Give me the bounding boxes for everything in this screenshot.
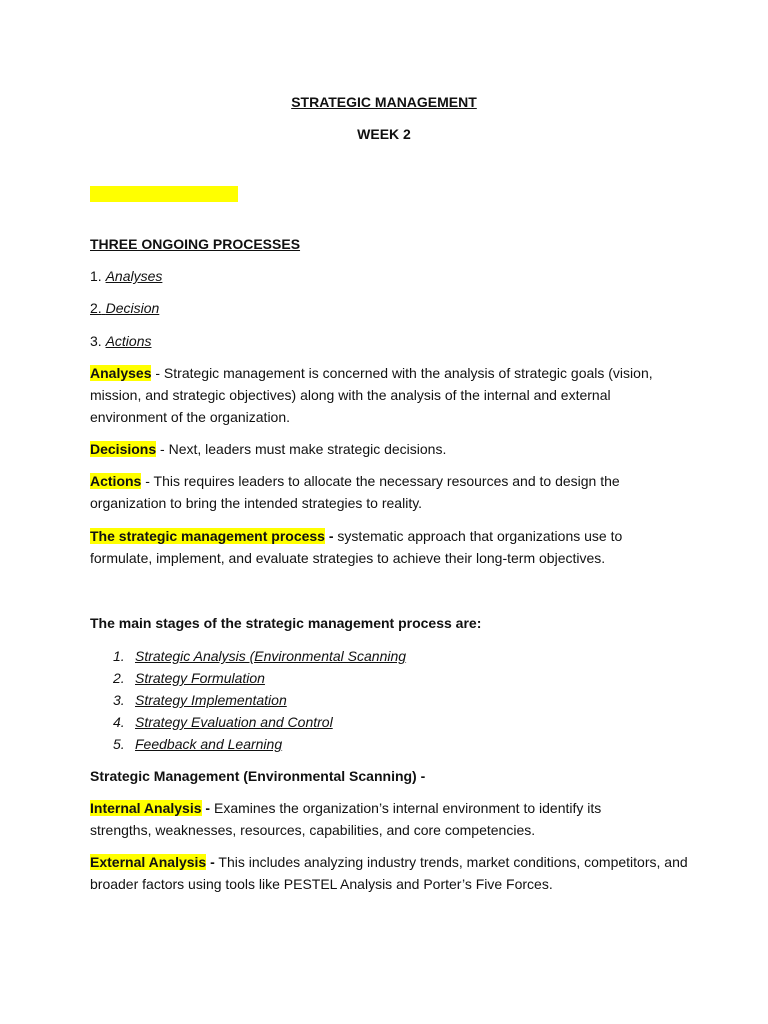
- definition-actions: [90, 470, 650, 514]
- list-item: [90, 645, 650, 667]
- process-item: [90, 265, 690, 287]
- environmental-scanning-heading: Strategic Management (Environmental Scanning) -: [90, 768, 426, 784]
- list-item: [90, 689, 650, 711]
- process-number: 3.: [90, 333, 102, 349]
- process-item: [90, 297, 690, 319]
- definition-internal-analysis: [90, 797, 650, 841]
- definition-text: Examines the organization’s internal environment to identify its strengths, weaknesses, resources, capabilities, and core competencies.: [90, 800, 602, 838]
- term-process: The strategic management process: [90, 528, 325, 544]
- week-label: WEEK 2: [357, 126, 411, 142]
- definition-text: - Next, leaders must make strategic decisions.: [156, 441, 447, 457]
- process-item: [90, 330, 690, 352]
- list-item: [90, 711, 650, 733]
- stages-list: [90, 645, 650, 755]
- stage-number: 5.: [113, 736, 125, 752]
- process-label: Analyses: [105, 268, 163, 284]
- stages-heading: The main stages of the strategic management process are:: [90, 615, 482, 631]
- definition-text: - This requires leaders to allocate the necessary resources and to design the organization to bring the intended strategies to reality.: [90, 473, 620, 511]
- term-dash: -: [206, 854, 215, 870]
- term-external-analysis: External Analysis: [90, 854, 207, 870]
- process-label: Decision: [105, 300, 160, 316]
- definition-text: This includes analyzing industry trends, market conditions, competitors, and broader factors using tools like PESTEL Analysis and Porter’s Five Forces.: [90, 854, 688, 892]
- term-decisions: Decisions: [90, 441, 157, 457]
- definition-text: systematic approach that organizations use to formulate, implement, and evaluate strategies to achieve their long-term objectives.: [90, 528, 623, 566]
- highlight-bar: [90, 186, 238, 202]
- definition-analyses: [90, 362, 680, 428]
- list-item: [90, 733, 650, 755]
- term-internal-analysis: Internal Analysis: [90, 800, 202, 816]
- term-dash: -: [324, 528, 334, 544]
- document-title: STRATEGIC MANAGEMENT: [291, 94, 477, 110]
- stage-label: Feedback and Learning: [135, 736, 283, 752]
- process-number: 2.: [90, 300, 102, 316]
- stage-number: 3.: [113, 692, 125, 708]
- stage-label: Strategic Analysis (Environmental Scanning: [135, 648, 407, 664]
- term-actions: Actions: [90, 473, 142, 489]
- list-item: [90, 667, 650, 689]
- definition-external-analysis: [90, 851, 690, 895]
- definition-process: [90, 525, 660, 569]
- stage-number: 4.: [113, 714, 125, 730]
- stage-label: Strategy Formulation: [135, 670, 265, 686]
- term-dash: -: [201, 800, 211, 816]
- stage-label: Strategy Implementation: [135, 692, 287, 708]
- processes-heading: THREE ONGOING PROCESSES: [90, 236, 301, 252]
- stage-number: 1.: [113, 648, 125, 664]
- definition-text: - Strategic management is concerned with the analysis of strategic goals (vision, mission, and strategic objectives) along with the analysis of the internal and external environment of the organization.: [90, 365, 653, 425]
- stage-label: Strategy Evaluation and Control: [135, 714, 333, 730]
- process-number: 1.: [90, 268, 102, 284]
- term-analyses: Analyses: [90, 365, 152, 381]
- process-label: Actions: [105, 333, 152, 349]
- stage-number: 2.: [113, 670, 125, 686]
- definition-decisions: [90, 438, 690, 460]
